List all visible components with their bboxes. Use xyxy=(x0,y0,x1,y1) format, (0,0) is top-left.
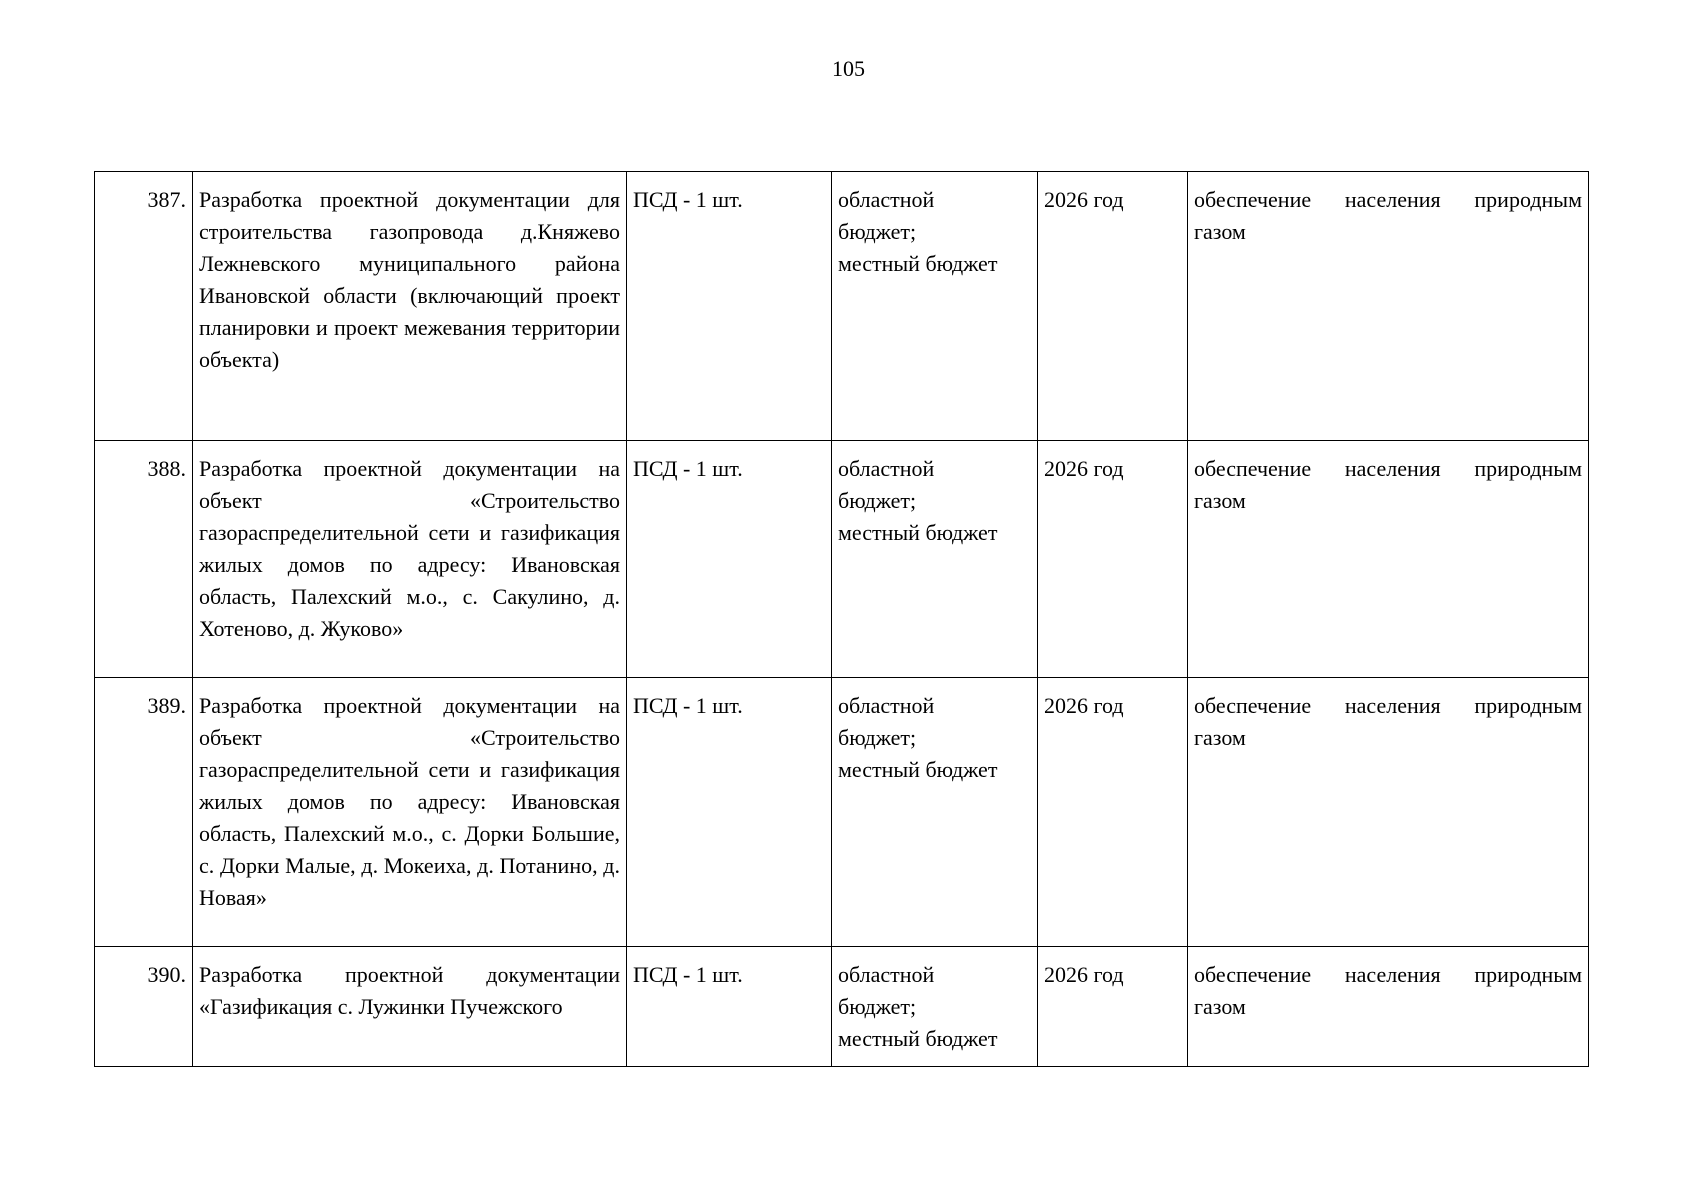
table-row xyxy=(95,441,1589,678)
funding-source-line: бюджет; xyxy=(838,725,917,750)
measure-description: Разработка проектной документации на объект «Строительство газораспределительной сети и газификация жилых домов по адресу: Ивановская область, Палехский м.о., с. Дорки Большие, с. Дорки Малые, д. Мокеиха, д. Потанино, д. Новая» xyxy=(193,678,627,947)
implementation-year: 2026 год xyxy=(1038,678,1188,947)
funding-source-line: областной xyxy=(838,962,935,987)
expected-result: обеспечение населения природным газом xyxy=(1188,947,1589,1067)
funding-source xyxy=(832,172,1038,441)
measure-description: Разработка проектной документации «Газификация с. Лужинки Пучежского xyxy=(193,947,627,1067)
funding-source-line: бюджет; xyxy=(838,994,917,1019)
table-row xyxy=(95,678,1589,947)
funding-source-line: бюджет; xyxy=(838,219,917,244)
measure-output: ПСД - 1 шт. xyxy=(627,172,832,441)
funding-source-line: местный бюджет xyxy=(838,520,998,545)
expected-result: обеспечение населения природным газом xyxy=(1188,678,1589,947)
row-number: 390. xyxy=(95,947,193,1067)
row-number: 389. xyxy=(95,678,193,947)
implementation-year: 2026 год xyxy=(1038,947,1188,1067)
measure-output: ПСД - 1 шт. xyxy=(627,441,832,678)
implementation-year: 2026 год xyxy=(1038,441,1188,678)
program-measures-table xyxy=(94,171,1589,1067)
measure-output: ПСД - 1 шт. xyxy=(627,678,832,947)
funding-source-line: областной xyxy=(838,693,935,718)
funding-source xyxy=(832,947,1038,1067)
expected-result: обеспечение населения природным газом xyxy=(1188,172,1589,441)
funding-source xyxy=(832,441,1038,678)
measure-description: Разработка проектной документации на объект «Строительство газораспределительной сети и газификация жилых домов по адресу: Ивановская область, Палехский м.о., с. Сакулино, д. Хотеново, д. Жуково» xyxy=(193,441,627,678)
expected-result: обеспечение населения природным газом xyxy=(1188,441,1589,678)
row-number: 387. xyxy=(95,172,193,441)
measure-output: ПСД - 1 шт. xyxy=(627,947,832,1067)
funding-source-line: бюджет; xyxy=(838,488,917,513)
funding-source-line: областной xyxy=(838,456,935,481)
measure-description: Разработка проектной документации для строительства газопровода д.Княжево Лежневского муниципального района Ивановской области (включающий проект планировки и проект межевания территории объекта) xyxy=(193,172,627,441)
funding-source-line: местный бюджет xyxy=(838,1026,998,1051)
funding-source-line: местный бюджет xyxy=(838,757,998,782)
implementation-year: 2026 год xyxy=(1038,172,1188,441)
funding-source-line: местный бюджет xyxy=(838,251,998,276)
row-number: 388. xyxy=(95,441,193,678)
table-row xyxy=(95,172,1589,441)
table-row xyxy=(95,947,1589,1067)
page-number: 105 xyxy=(832,56,865,81)
funding-source xyxy=(832,678,1038,947)
funding-source-line: областной xyxy=(838,187,935,212)
